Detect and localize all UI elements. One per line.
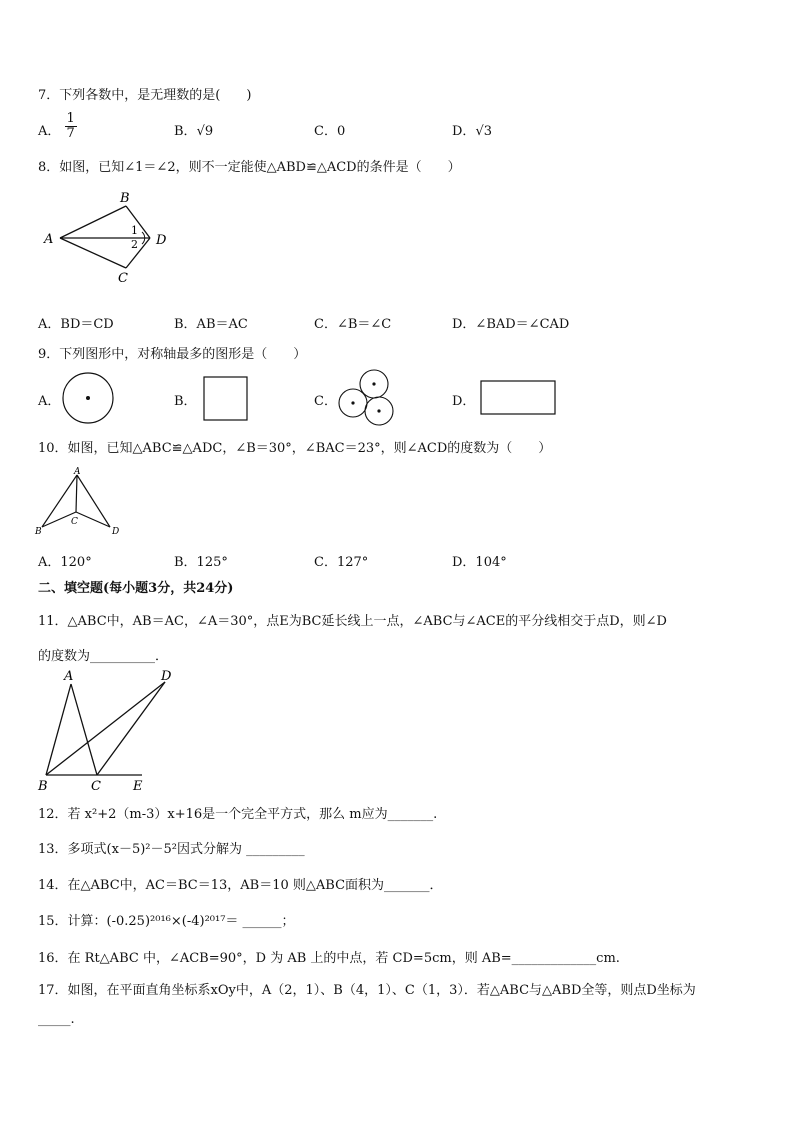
option-label: D． <box>452 124 476 139</box>
q8-option-a: A．BD＝CD <box>38 317 114 332</box>
fig-label-d: D <box>112 527 120 537</box>
q9-option-a-label: A． <box>38 394 61 409</box>
q8-option-d: D．∠BAD＝∠CAD <box>452 317 570 332</box>
q8-stem: 8．如图，已知∠1＝∠2，则不一定能使△ABD≌△ACD的条件是（ ） <box>38 160 461 175</box>
q8-option-b: B．AB＝AC <box>174 317 248 332</box>
q10-option-d: D．104° <box>452 555 507 570</box>
q10-option-b: B．125° <box>174 555 228 570</box>
q16: 16．在 Rt△ABC 中，∠ACB=90°，D 为 AB 上的中点，若 CD=5cm，则 AB=_____________cm. <box>38 951 620 966</box>
answer-blank: __________ <box>90 649 156 664</box>
q13: 13．多项式(x－5)²－5²因式分解为 _________ <box>38 842 305 857</box>
q11-stem: 11．△ABC中，AB＝AC，∠A＝30°，点E为BC延长线上一点，∠ABC与∠ACE的平分线相交于点D，则∠D <box>38 614 667 629</box>
fig-label-e: E <box>133 779 143 794</box>
q9-circle-figure <box>60 372 116 428</box>
numerator: 1 <box>66 111 75 126</box>
fraction <box>65 112 77 141</box>
q9-three-circles-figure <box>334 368 398 430</box>
fig-label-a: A <box>44 232 54 247</box>
fig-angle-2: 2 <box>131 238 138 251</box>
option-value: √9 <box>196 124 214 139</box>
fig-label-b: B <box>35 527 42 537</box>
q9-option-b-label: B． <box>174 394 197 409</box>
fig-label-b: B <box>120 191 130 206</box>
q11-text: 的度数为 <box>38 649 91 664</box>
fig-label-b: B <box>38 779 48 794</box>
option-value: √3 <box>475 124 492 139</box>
q17: 17．如图，在平面直角坐标系xOy中，A（2，1）、B（4，1）、C（1，3）．若△ABC与△ABD全等，则点D坐标为 <box>38 983 696 998</box>
fig-label-c: C <box>71 517 78 527</box>
q9-square-figure <box>202 376 250 422</box>
q8-option-c: C．∠B＝∠C <box>314 317 392 332</box>
fig-label-a: A <box>64 669 74 684</box>
q11-end: ． <box>155 649 169 664</box>
q7-option-d <box>452 120 492 139</box>
q10-option-c: C．127° <box>314 555 369 570</box>
option-label: C． <box>314 124 337 139</box>
fig-label-d: D <box>161 669 172 684</box>
q7-option-b <box>174 120 213 139</box>
q7-option-a <box>38 111 77 141</box>
q7-option-c <box>314 120 345 139</box>
q11-stem-line2 <box>38 645 168 664</box>
q10-option-a: A．120° <box>38 555 92 570</box>
q12: 12．若 x²+2（m-3）x+16是一个完全平方式，那么 m应为_______. <box>38 807 438 822</box>
q9-rectangle-figure <box>478 378 560 418</box>
q9-stem: 9．下列图形中，对称轴最多的图形是（ ） <box>38 347 307 362</box>
q14: 14．在△ABC中，AC＝BC＝13，AB＝10 则△ABC面积为_______． <box>38 878 443 893</box>
fig-label-c: C <box>118 271 128 286</box>
denominator: 7 <box>66 126 75 141</box>
q7-stem: 7．下列各数中，是无理数的是( ) <box>38 88 252 103</box>
option-label: B． <box>174 124 197 139</box>
fig-label-d: D <box>156 233 167 248</box>
q9-option-d-label: D． <box>452 394 476 409</box>
q10-figure <box>34 466 134 540</box>
fig-label-a: A <box>74 467 81 477</box>
fig-label-c: C <box>91 779 101 794</box>
q10-stem: 10．如图，已知△ABC≌△ADC，∠B＝30°，∠BAC＝23°，则∠ACD的度数为（ ） <box>38 441 552 456</box>
option-label: A． <box>38 124 61 139</box>
q9-option-c-label: C． <box>314 394 337 409</box>
fig-angle-1: 1 <box>131 224 138 237</box>
q11-figure <box>34 666 184 794</box>
option-value: 0 <box>336 124 346 139</box>
q8-figure <box>38 188 178 293</box>
q15: 15．计算：(-0.25)²⁰¹⁶×(-4)²⁰¹⁷＝ ______； <box>38 914 295 929</box>
q17-blank: _____. <box>38 1012 75 1027</box>
section-heading-fill-in: 二、填空题(每小题3分，共24分) <box>38 581 234 596</box>
